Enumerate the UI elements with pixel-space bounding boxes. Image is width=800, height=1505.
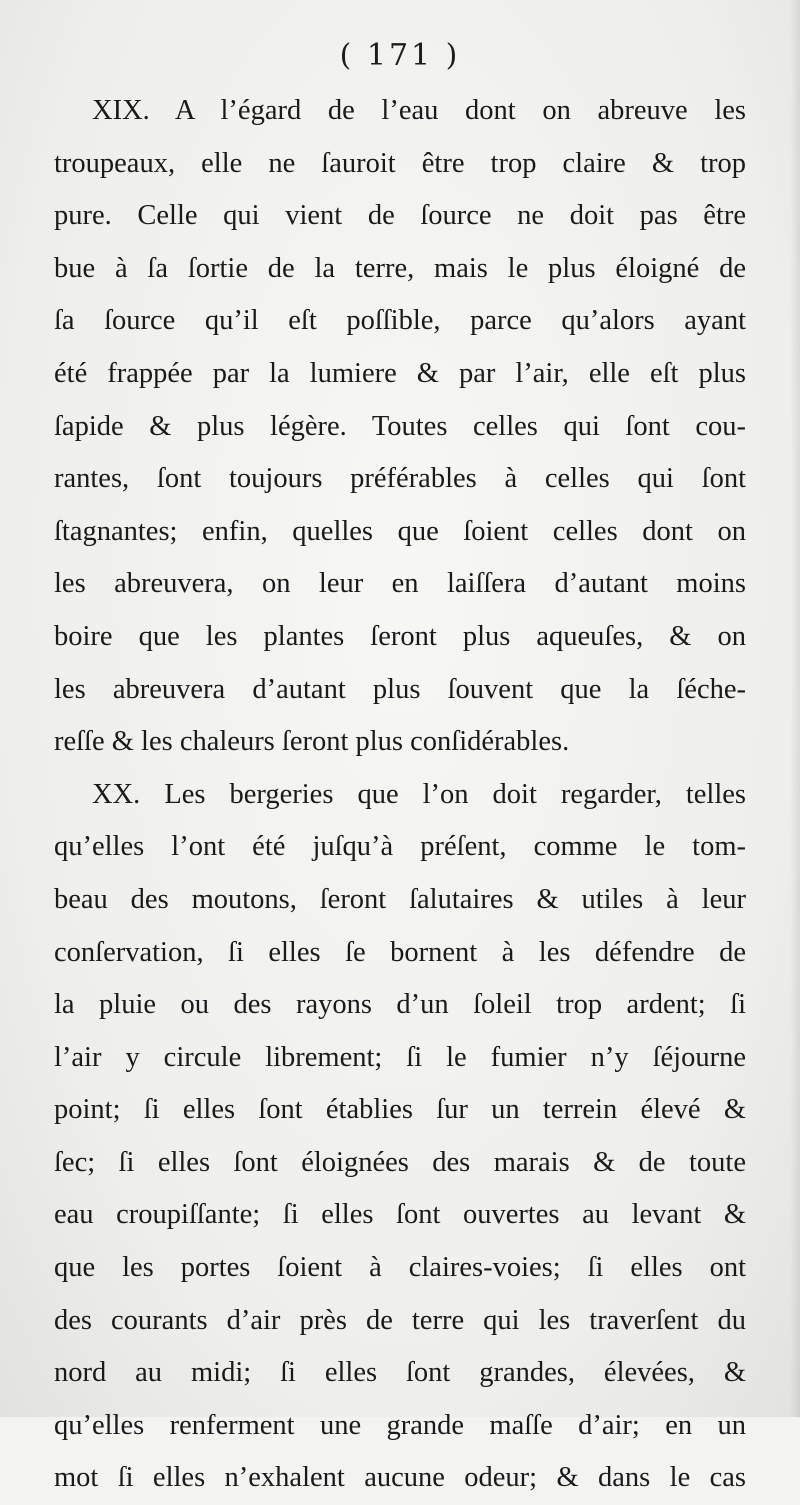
text-line: l’air y circule librement; ſi le fumier n’y ſéjourne	[54, 1041, 746, 1073]
text-line: conſervation, ſi elles ſe bornent à les défendre de	[54, 936, 746, 968]
text-line: les abreuvera, on leur en laiſſera d’autant moins	[54, 568, 746, 600]
text-line: été frappée par la lumiere & par l’air, elle eſt plus	[54, 357, 746, 389]
text-line: mot ſi elles n’exhalent aucune odeur; & dans le cas	[54, 1462, 746, 1494]
text-line: boire que les plantes ſeront plus aqueuſes, & on	[54, 620, 746, 652]
text-line: nord au midi; ſi elles ſont grandes, élevées, &	[54, 1357, 746, 1389]
text-line: pure. Celle qui vient de ſource ne doit pas être	[54, 200, 746, 232]
text-line: ſapide & plus légère. Toutes celles qui ſont cou-	[54, 410, 746, 442]
text-line: qu’elles l’ont été juſqu’à préſent, comme le tom-	[54, 831, 746, 863]
text-line: la pluie ou des rayons d’un ſoleil trop ardent; ſi	[54, 989, 746, 1021]
text-line: XX. Les bergeries que l’on doit regarder, telles	[92, 778, 746, 810]
text-line: des courants d’air près de terre qui les traverſent du	[54, 1304, 746, 1336]
text-line: ſec; ſi elles ſont éloignées des marais & de toute	[54, 1146, 746, 1178]
text-line: XIX. A l’égard de l’eau dont on abreuve les	[92, 95, 746, 126]
text-line: eau croupiſſante; ſi elles ſont ouvertes au levant &	[54, 1199, 746, 1231]
body-text	[54, 85, 746, 1505]
text-line: les abreuvera d’autant plus ſouvent que la ſéche-	[54, 673, 746, 705]
text-line: troupeaux, elle ne ſauroit être trop claire & trop	[54, 147, 746, 179]
page-edge-shadow	[790, 0, 800, 1417]
text-line: rantes, ſont toujours préférables à celles qui ſont	[54, 463, 746, 495]
text-line: point; ſi elles ſont établies ſur un terrein élevé &	[54, 1094, 746, 1126]
text-line: que les portes ſoient à claires-voies; ſi elles ont	[54, 1252, 746, 1284]
page-number: ( 171 )	[339, 38, 461, 73]
text-line: reſſe & les chaleurs ſeront plus conſidérables.	[54, 726, 570, 758]
text-line: qu’elles renferment une grande maſſe d’air; en un	[54, 1409, 746, 1441]
text-line: beau des moutons, ſeront ſalutaires & utiles à leur	[54, 883, 746, 915]
text-line: ſtagnantes; enfin, quelles que ſoient celles dont on	[54, 515, 746, 547]
text-line: bue à ſa ſortie de la terre, mais le plus éloigné de	[54, 252, 746, 284]
text-line: ſa ſource qu’il eſt poſſible, parce qu’alors ayant	[54, 305, 746, 337]
